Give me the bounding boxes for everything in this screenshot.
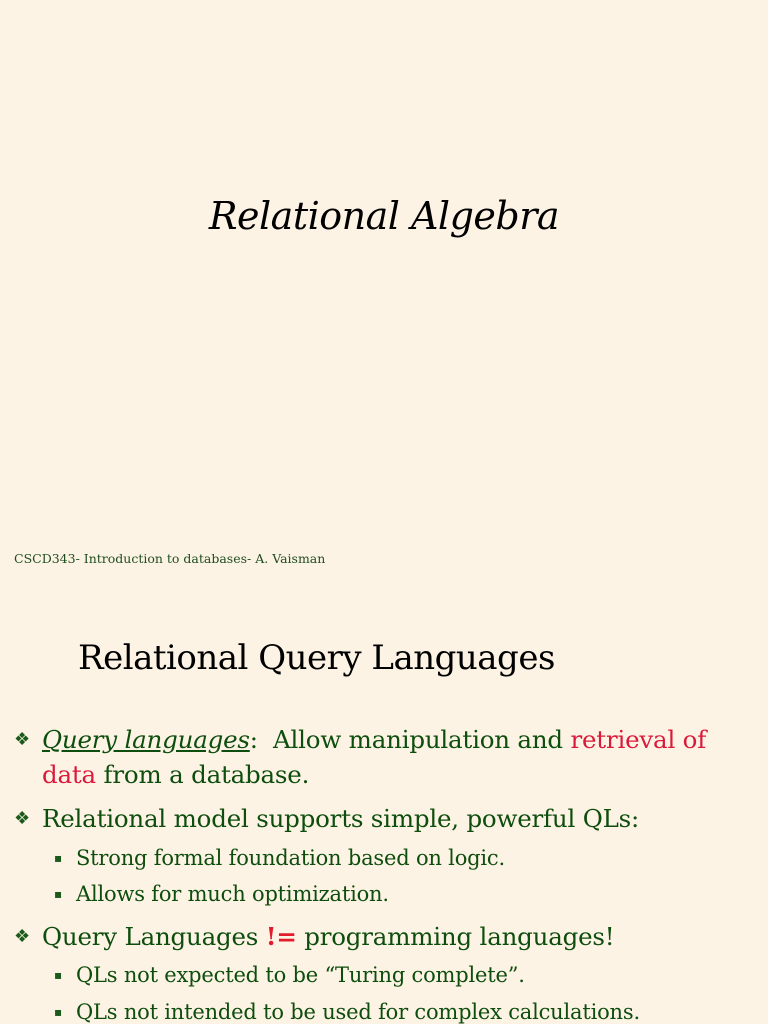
sub-bullet: ▪ Allows for much optimization. [54, 879, 754, 909]
sub-bullet: ▪ QLs not expected to be “Turing complete”. [54, 960, 754, 990]
slide-title-heading: Relational Algebra [208, 194, 560, 238]
square-bullet-icon: ▪ [54, 887, 62, 901]
slide-query-languages [0, 600, 768, 1024]
slide-heading: Relational Query Languages [78, 638, 555, 678]
diamond-bullet-icon: ❖ [14, 926, 30, 947]
not-equal-operator: != [265, 922, 297, 951]
slide-footer: CSCD343- Introduction to databases- A. Vaisman [14, 551, 326, 566]
square-bullet-icon: ▪ [54, 1005, 62, 1019]
sub-bullet: ▪ QLs not intended to be used for complex calculations. [54, 997, 754, 1024]
diamond-bullet-icon: ❖ [14, 808, 30, 829]
diamond-bullet-icon: ❖ [14, 729, 30, 750]
bullet-relational-model: ❖ Relational model supports simple, powerful QLs: [14, 801, 734, 836]
bullet-ql-vs-pl: ❖ Query Languages != programming languages! [14, 919, 734, 954]
term-query-languages: Query languages [42, 725, 250, 754]
bullet-query-languages: ❖ Query languages: Allow manipulation and retrieval of data from a database. [14, 722, 734, 792]
square-bullet-icon: ▪ [54, 851, 62, 865]
square-bullet-icon: ▪ [54, 968, 62, 982]
sub-bullet: ▪ Strong formal foundation based on logic. [54, 843, 754, 873]
highlight-retrieval: retrieval of data [42, 725, 707, 789]
